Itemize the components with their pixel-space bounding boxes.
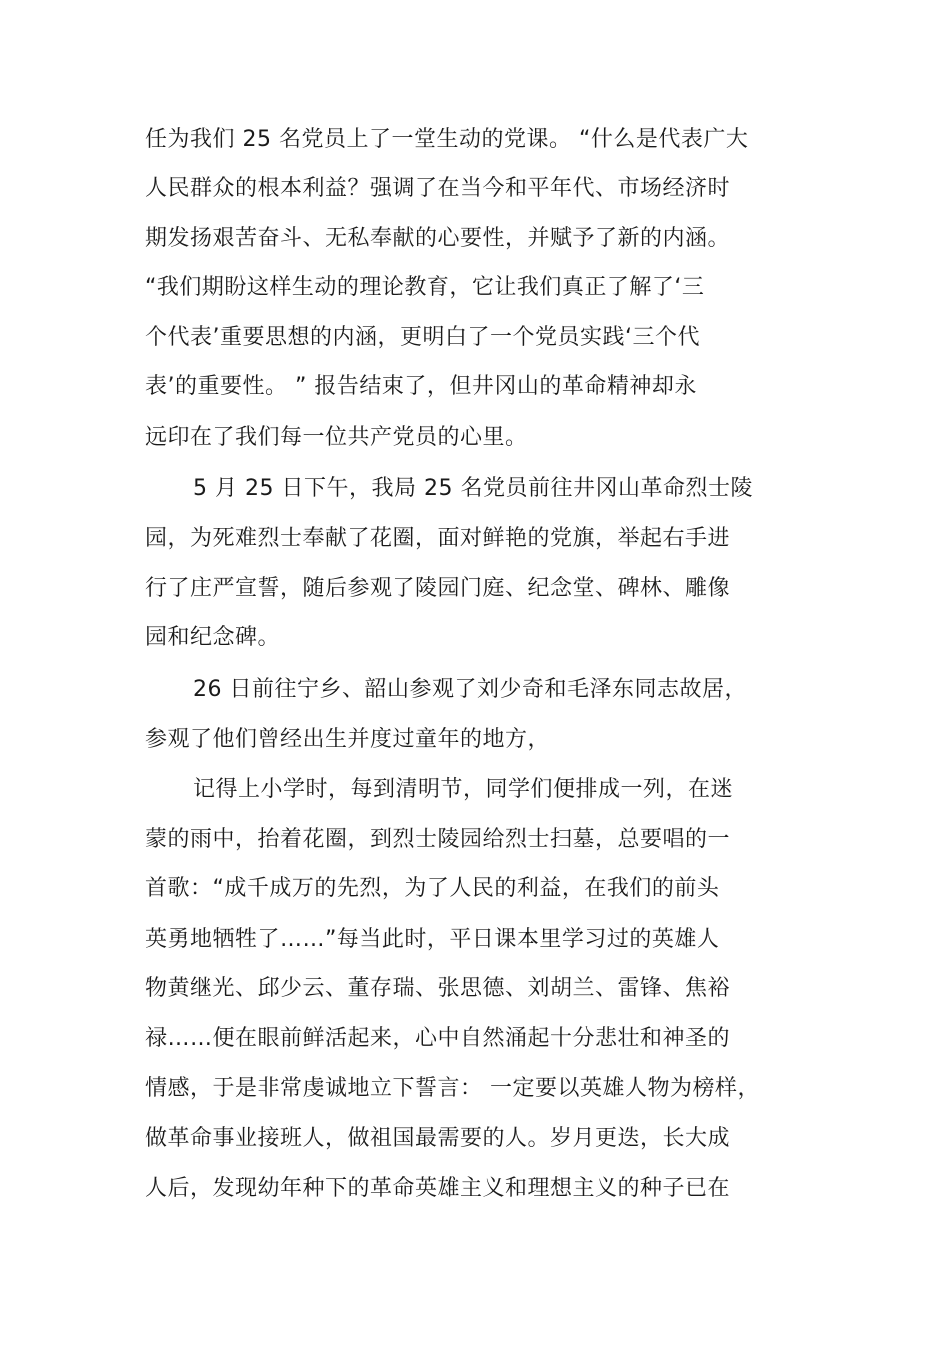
text-line: “我们期盼这样生动的理论教育，它让我们真正了解了‘三 [145, 275, 705, 300]
text-line: 记得上小学时，每到清明节，同学们便排成一列，在迷 [193, 777, 734, 802]
text-line: 人后，发现幼年种下的革命英雄主义和理想主义的种子已在 [145, 1176, 731, 1201]
text-line: 参观了他们曾经出生并度过童年的地方， [145, 727, 551, 752]
text-line: 做革命事业接班人，做祖国最需要的人。岁月更迭，长大成 [145, 1126, 731, 1151]
text-line: 园，为死难烈士奉献了花圈，面对鲜艳的党旗，举起右手进 [145, 526, 731, 551]
text-line: 期发扬艰苦奋斗、无私奉献的心要性，并赋予了新的内涵。 [145, 226, 731, 251]
text-line: 远印在了我们每一位共产党员的心里。 [145, 425, 528, 450]
text-line: 情感，于是非常虔诚地立下誓言： 一定要以英雄人物为榜样， [145, 1076, 760, 1101]
text-line: 表’的重要性。 ” 报告结束了，但井冈山的革命精神却永 [145, 374, 697, 399]
text-line: 禄……便在眼前鲜活起来，心中自然涌起十分悲壮和神圣的 [145, 1026, 731, 1051]
text-line: 物黄继光、邱少云、董存瑞、张思德、刘胡兰、雷锋、焦裕 [145, 976, 731, 1001]
text-line: 蒙的雨中，抬着花圈，到烈士陵园给烈士扫墓，总要唱的一 [145, 827, 731, 852]
text-line: 任为我们 25 名党员上了一堂生动的党课。 “什么是代表广大 [145, 127, 749, 152]
text-line: 人民群众的根本利益？强调了在当今和平年代、市场经济时 [145, 176, 731, 201]
text-line: 5 月 25 日下午，我局 25 名党员前往井冈山革命烈士陵 [193, 476, 753, 501]
text-line: 园和纪念碑。 [145, 625, 281, 650]
text-line: 26 日前往宁乡、韶山参观了刘少奇和毛泽东同志故居， [193, 677, 747, 702]
text-line: 个代表’重要思想的内涵，更明白了一个党员实践‘三个代 [145, 325, 700, 350]
text-line: 英勇地牺牲了……”每当此时，平日课本里学习过的英雄人 [145, 927, 720, 952]
text-line: 首歌：“成千成万的先烈，为了人民的利益，在我们的前头 [145, 876, 720, 901]
text-line: 行了庄严宣誓，随后参观了陵园门庭、纪念堂、碑林、雕像 [145, 576, 731, 601]
